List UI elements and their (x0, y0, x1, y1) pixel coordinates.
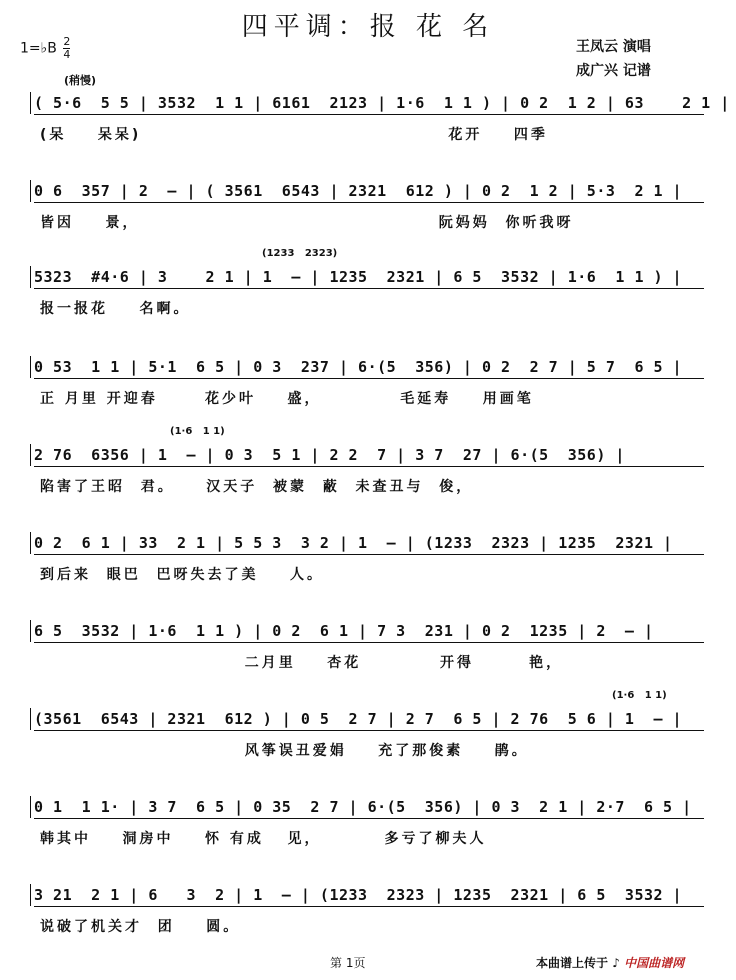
score-row (0, 528, 736, 608)
start-barline (30, 92, 31, 114)
singer-credit: 王凤云 演唱 (576, 39, 651, 55)
lyrics-line: 到后来 眼巴 巴呀失去了美 人。 (40, 567, 324, 583)
site-logo: 中国曲谱网 (624, 956, 685, 970)
start-barline (30, 884, 31, 906)
start-barline (30, 620, 31, 642)
ornament-annotation: (1·6 1 1) (170, 426, 225, 437)
notation-line: ( 5·6 5 5 | 3532 1 1 | 6161 2123 | 1·6 1 1 ) | 0 2 1 2 | 63 2 1 | (34, 94, 704, 115)
start-barline (30, 532, 31, 554)
lyrics-line: 报一报花 名啊。 (40, 301, 191, 317)
lyrics-line: 陷害了王昭 君。 汉天子 被蒙 蔽 未查丑与 俊， (40, 479, 474, 495)
notation-line: (3561 6543 | 2321 612 ) | 0 5 2 7 | 2 7 6 5 | 2 76 5 6 | 1 — | (34, 710, 704, 731)
page-number: 第 1页 (330, 956, 366, 970)
upload-text: 本曲谱上传于 (536, 956, 609, 970)
transcriber-credit: 成广兴 记谱 (576, 63, 651, 79)
start-barline (30, 444, 31, 466)
key-flat: ♭B (40, 40, 57, 57)
notation-line: 5323 #4·6 | 3 2 1 | 1 — | 1235 2321 | 6 5 3532 | 1·6 1 1 ) | (34, 268, 704, 289)
start-barline (30, 266, 31, 288)
lyrics-line: (呆 呆呆) 花开 四季 (40, 127, 548, 143)
start-barline (30, 356, 31, 378)
notation-line: 0 1 1 1· | 3 7 6 5 | 0 35 2 7 | 6·(5 356) | 0 3 2 1 | 2·7 6 5 | (34, 798, 704, 819)
lyrics-line: 风筝误丑爱娟 充了那俊素 鹃。 (40, 743, 529, 759)
time-bottom: 4 (63, 48, 71, 61)
lyrics-line: 二月里 杏花 开得 艳， (40, 655, 564, 671)
music-note-icon: ♪ (612, 956, 620, 970)
start-barline (30, 708, 31, 730)
start-barline (30, 796, 31, 818)
score-row (0, 690, 736, 784)
key-prefix: 1= (20, 40, 41, 57)
lyrics-line: 韩其中 洞房中 怀 有成 见， 多亏了柳夫人 (40, 831, 487, 847)
score-row (0, 792, 736, 872)
ornament-annotation: (1233 2323) (262, 248, 338, 259)
score-row (0, 426, 736, 520)
ornament-annotation: (1·6 1 1) (612, 690, 667, 701)
lyrics-line: 说破了机关才 团 圆。 (40, 919, 241, 935)
notation-line: 2 76 6356 | 1 — | 0 3 5 1 | 2 2 7 | 3 7 27 | 6·(5 356) | (34, 446, 704, 467)
score-row (0, 616, 736, 696)
time-top: 2 (63, 35, 71, 48)
score-row (0, 88, 736, 168)
notation-line: 3 21 2 1 | 6 3 2 | 1 — | (1233 2323 | 1235 2321 | 6 5 3532 | (34, 886, 704, 907)
notation-line: 0 53 1 1 | 5·1 6 5 | 0 3 237 | 6·(5 356) | 0 2 2 7 | 5 7 6 5 | (34, 358, 704, 379)
page-title: 四平调：报 花 名 (241, 12, 495, 42)
score-row (0, 880, 736, 960)
notation-line: 0 2 6 1 | 33 2 1 | 5 5 3 3 2 | 1 — | (1233 2323 | 1235 2321 | (34, 534, 704, 555)
notation-line: 6 5 3532 | 1·6 1 1 ) | 0 2 6 1 | 7 3 231 | 0 2 1235 | 2 — | (34, 622, 704, 643)
start-barline (30, 180, 31, 202)
key-signature (20, 36, 70, 61)
score-row (0, 176, 736, 256)
lyrics-line: 皆因 景， 阮妈妈 你听我呀 (40, 215, 574, 231)
score-row (0, 248, 736, 342)
notation-line: 0 6 357 | 2 — | ( 3561 6543 | 2321 612 ) | 0 2 1 2 | 5·3 2 1 | (34, 182, 704, 203)
time-signature (63, 36, 70, 61)
tempo-marking: (稍慢) (64, 74, 97, 87)
site-credit (536, 954, 684, 971)
score-row (0, 352, 736, 432)
lyrics-line: 正 月里 开迎春 花少叶 盛， 毛延寿 用画笔 (40, 391, 534, 407)
